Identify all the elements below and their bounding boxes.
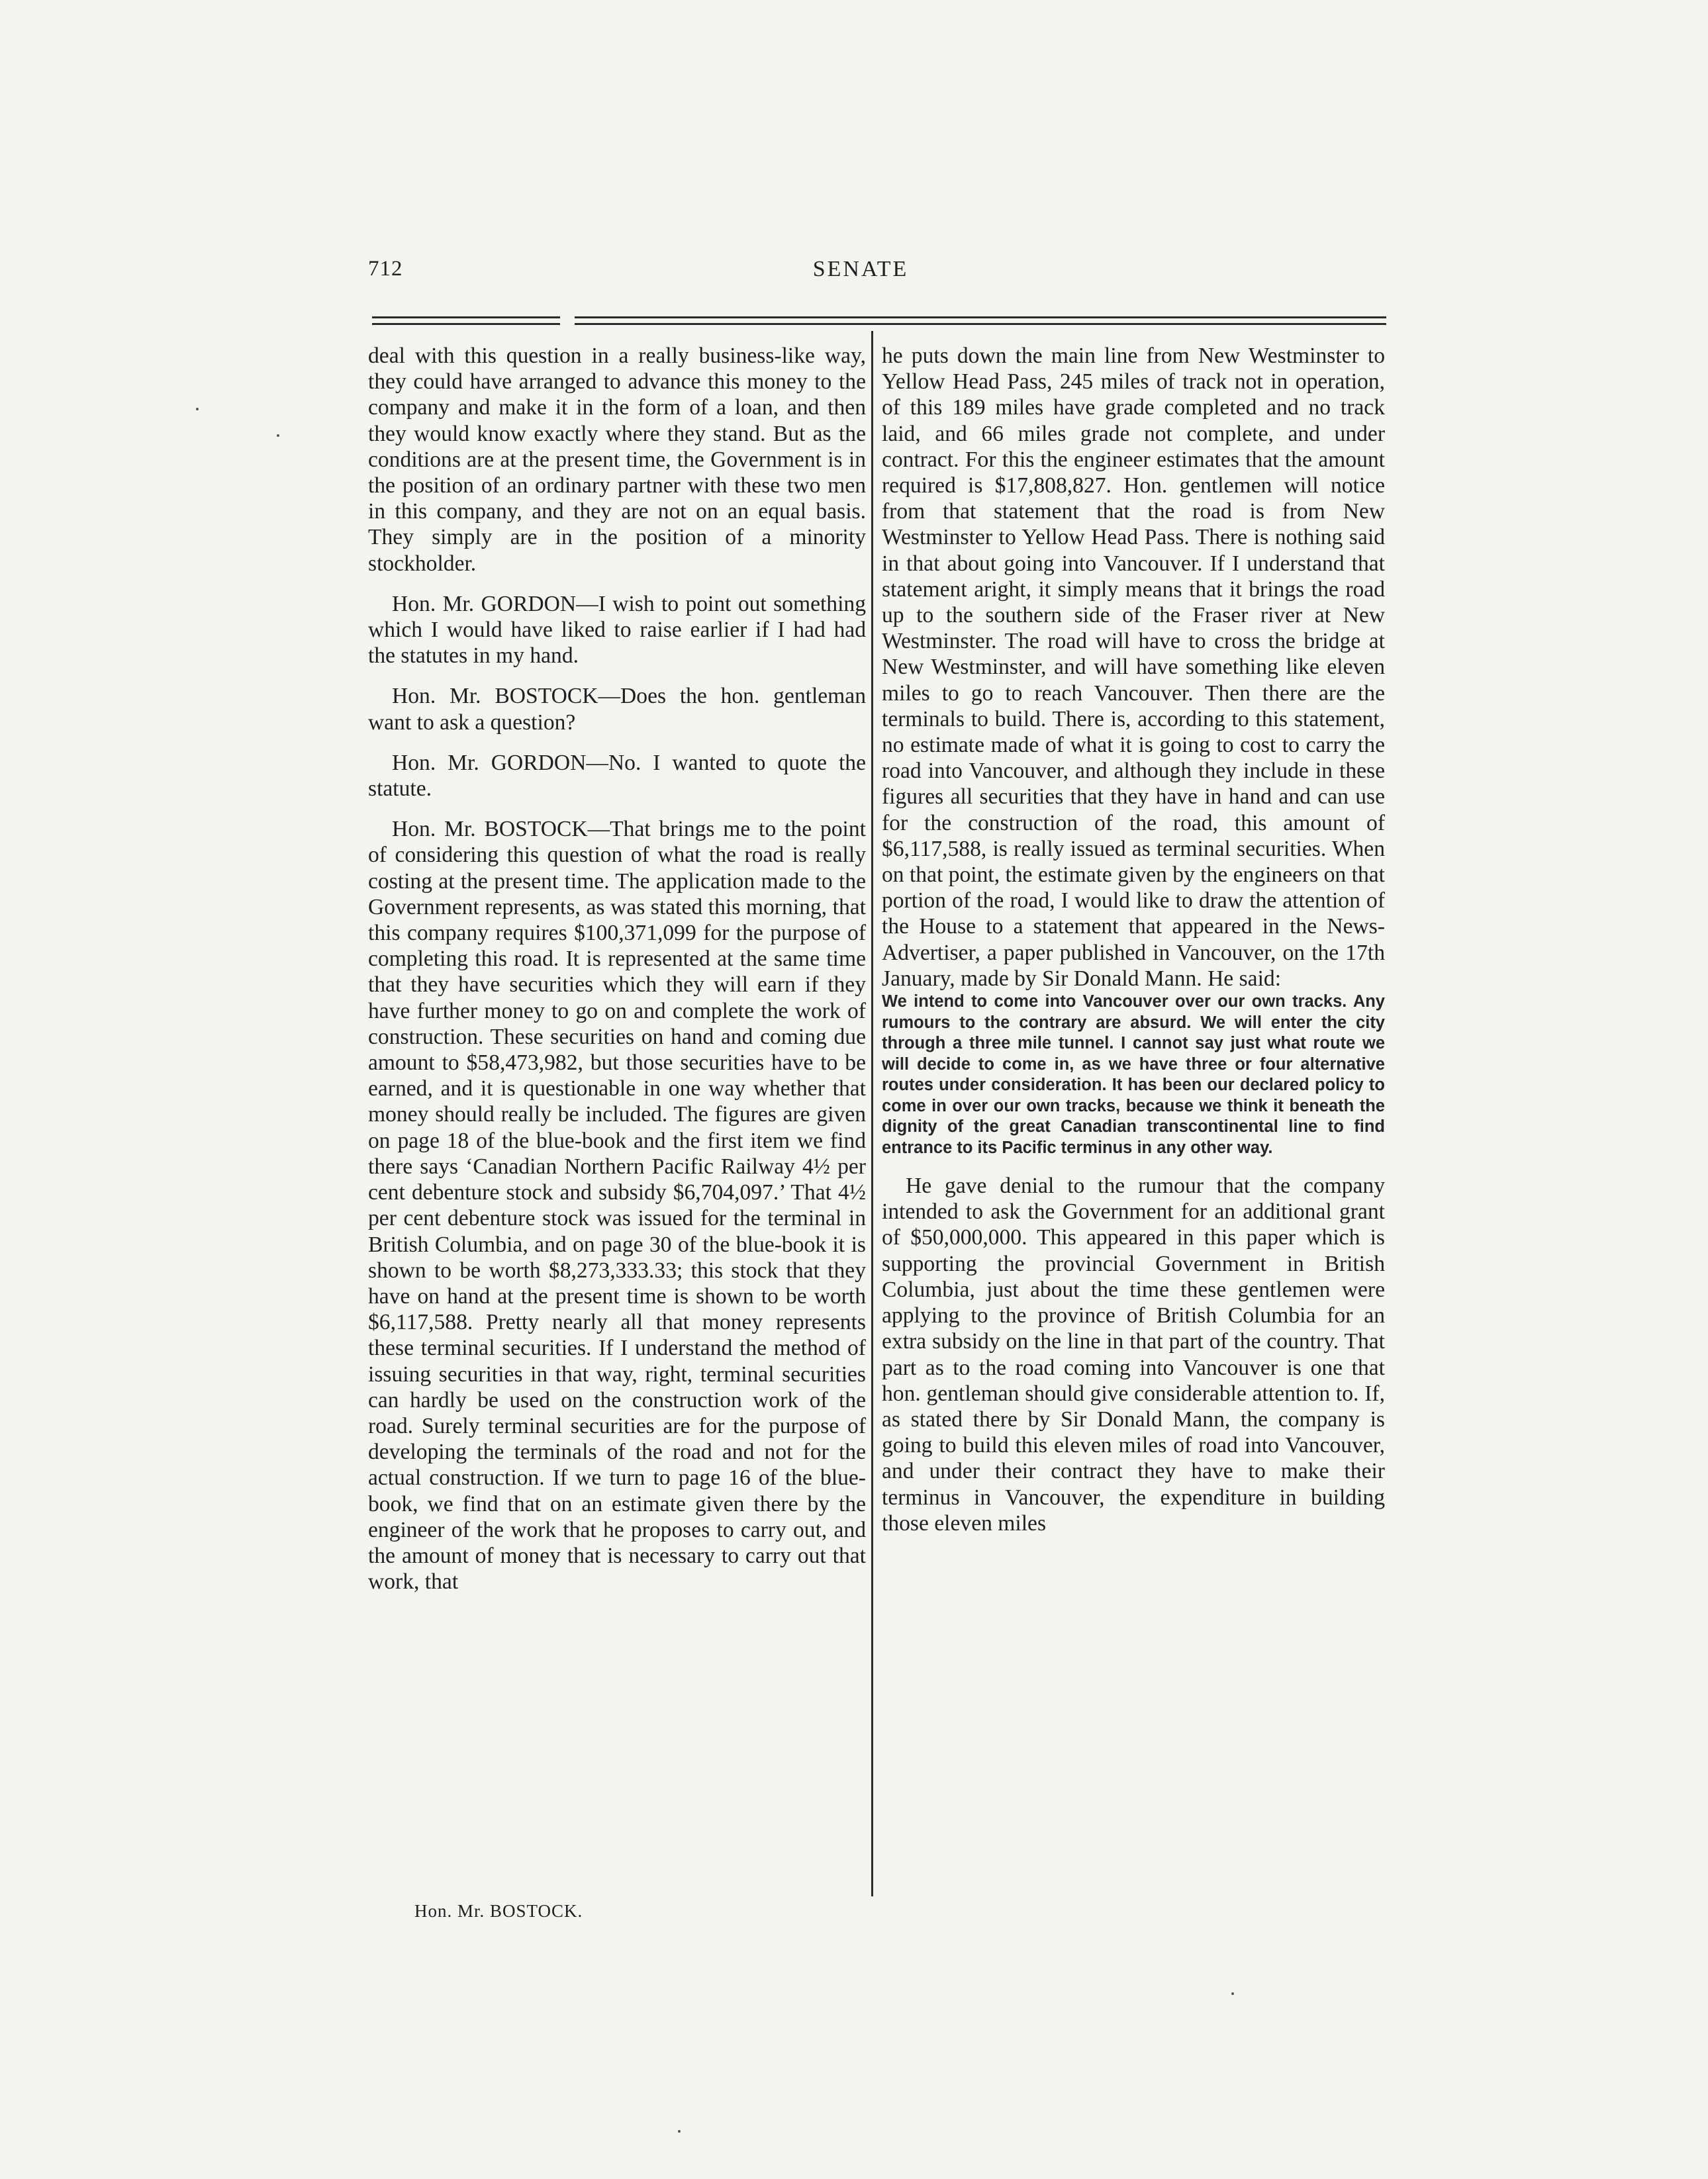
running-head: SENATE (812, 257, 909, 281)
paragraph: Hon. Mr. GORDON—I wish to point out something which I would have liked to raise earlier if I had had the statutes in my hand. (368, 591, 866, 669)
page-number: 712 (368, 257, 403, 281)
column-divider (871, 331, 873, 1896)
paragraph: Hon. Mr. BOSTOCK—Does the hon. gentleman want to ask a question? (368, 684, 866, 735)
footer-speaker-tag: Hon. Mr. BOSTOCK. (414, 1901, 583, 1921)
paragraph: Hon. Mr. GORDON—No. I wanted to quote the statute. (368, 750, 866, 802)
header-rule-left-top (372, 316, 560, 318)
block-quote: We intend to come into Vancouver over our own tracks. Any rumours to the contrary are absurd. We will enter the city through a three mile tunnel. I cannot say just what route we will decide to come in, as we have three or four alternative routes under consideration. It has been our declared policy to come in over our own tracks, because we think it beneath the dignity of the great Canadian transcontinental line to find entrance to its Pacific terminus in any other way. (882, 992, 1385, 1157)
paragraph: Hon. Mr. BOSTOCK—That brings me to the point of considering this question of what the road is really costing at the present time. The application made to the Government represents, as was stated this morning, that this company requires $100,371,099 for the purpose of completing this road. It is represented at the same time that they have securities which they will earn if they have further money to go on and complete the work of construction. These securities on hand and coming due amount to $58,473,982, but those securities have to be earned, and it is questionable in one way whether that money should really be included. The figures are given on page 18 of the blue-book and the first item we find there says ‘Canadian Northern Pacific Railway 4½ per cent debenture stock and subsidy $6,704,097.’ That 4½ per cent debenture stock was issued for the terminal in British Columbia, and on page 30 of the blue-book it is shown to be worth $8,273,333.33; this stock that they have on hand at the present time is shown to be worth $6,117,588. Pretty nearly all that money represents these terminal securities. If I understand the method of issuing securities in that way, right, terminal securities can hardly be used on the construction work of the road. Surely terminal securities are for the purpose of developing the terminals of the road and not for the actual construction. If we turn to page 16 of the blue-book, we find that on an estimate given there by the engineer of the work that he proposes to carry out, and the amount of money that is necessary to carry out that work, that (368, 817, 866, 1595)
paragraph: he puts down the main line from New Westminster to Yellow Head Pass, 245 miles of track not in operation, of this 189 miles have grade completed and no track laid, and 66 miles grade not complete, and under contract. For this the engineer estimates that the amount required is $17,808,827. Hon. gentlemen will notice from that statement that the road is from New Westminster to Yellow Head Pass. There is nothing said in that about going into Vancouver. If I understand that statement aright, it simply means that it brings the road up to the southern side of the Fraser river at New Westminster. The road will have to cross the bridge at New Westminster, and will have something like eleven miles to go to reach Vancouver. Then there are the terminals to build. There is, according to this statement, no estimate made of what it is going to cost to carry the road into Vancouver, and although they include in these figures all securities that they have in hand and can use for the construction of the road, this amount of $6,117,588, is really issued as terminal securities. When on that point, the estimate given by the engineers on that portion of the road, I would like to draw the attention of the House to a statement that appeared in the News-Advertiser, a paper published in Vancouver, on the 17th January, made by Sir Donald Mann. He said: (882, 344, 1385, 991)
paragraph: He gave denial to the rumour that the company intended to ask the Government for an additional grant of $50,000,000. This appeared in this paper which is supporting the provincial Government in British Columbia, just about the time these gentlemen were applying to the province of British Columbia for an extra subsidy on the line in that part of the country. That part as to the road coming into Vancouver is one that hon. gentleman should give considerable attention to. If, as stated there by Sir Donald Mann, the company is going to build this eleven miles of road into Vancouver, and under their contract they have to make their terminus in Vancouver, the expenditure in building those eleven miles (882, 1174, 1385, 1536)
header-rule-right-top (575, 316, 1386, 318)
header-rule-left-bottom (372, 323, 560, 325)
scan-speck (678, 2130, 681, 2133)
scan-speck (1231, 1992, 1234, 1995)
left-column (368, 343, 866, 1595)
scan-speck (196, 408, 199, 410)
paragraph: deal with this question in a really business-like way, they could have arranged to advance this money to the company and make it in the form of a loan, and then they would know exactly where they stand. But as the conditions are at the present time, the Government is in the position of an ordinary partner with these two men in this company, and they are not on an equal basis. They simply are in the position of a minority stockholder. (368, 344, 866, 576)
header-rule-right-bottom (575, 323, 1386, 325)
scan-speck (277, 434, 279, 437)
right-column (882, 343, 1385, 1536)
